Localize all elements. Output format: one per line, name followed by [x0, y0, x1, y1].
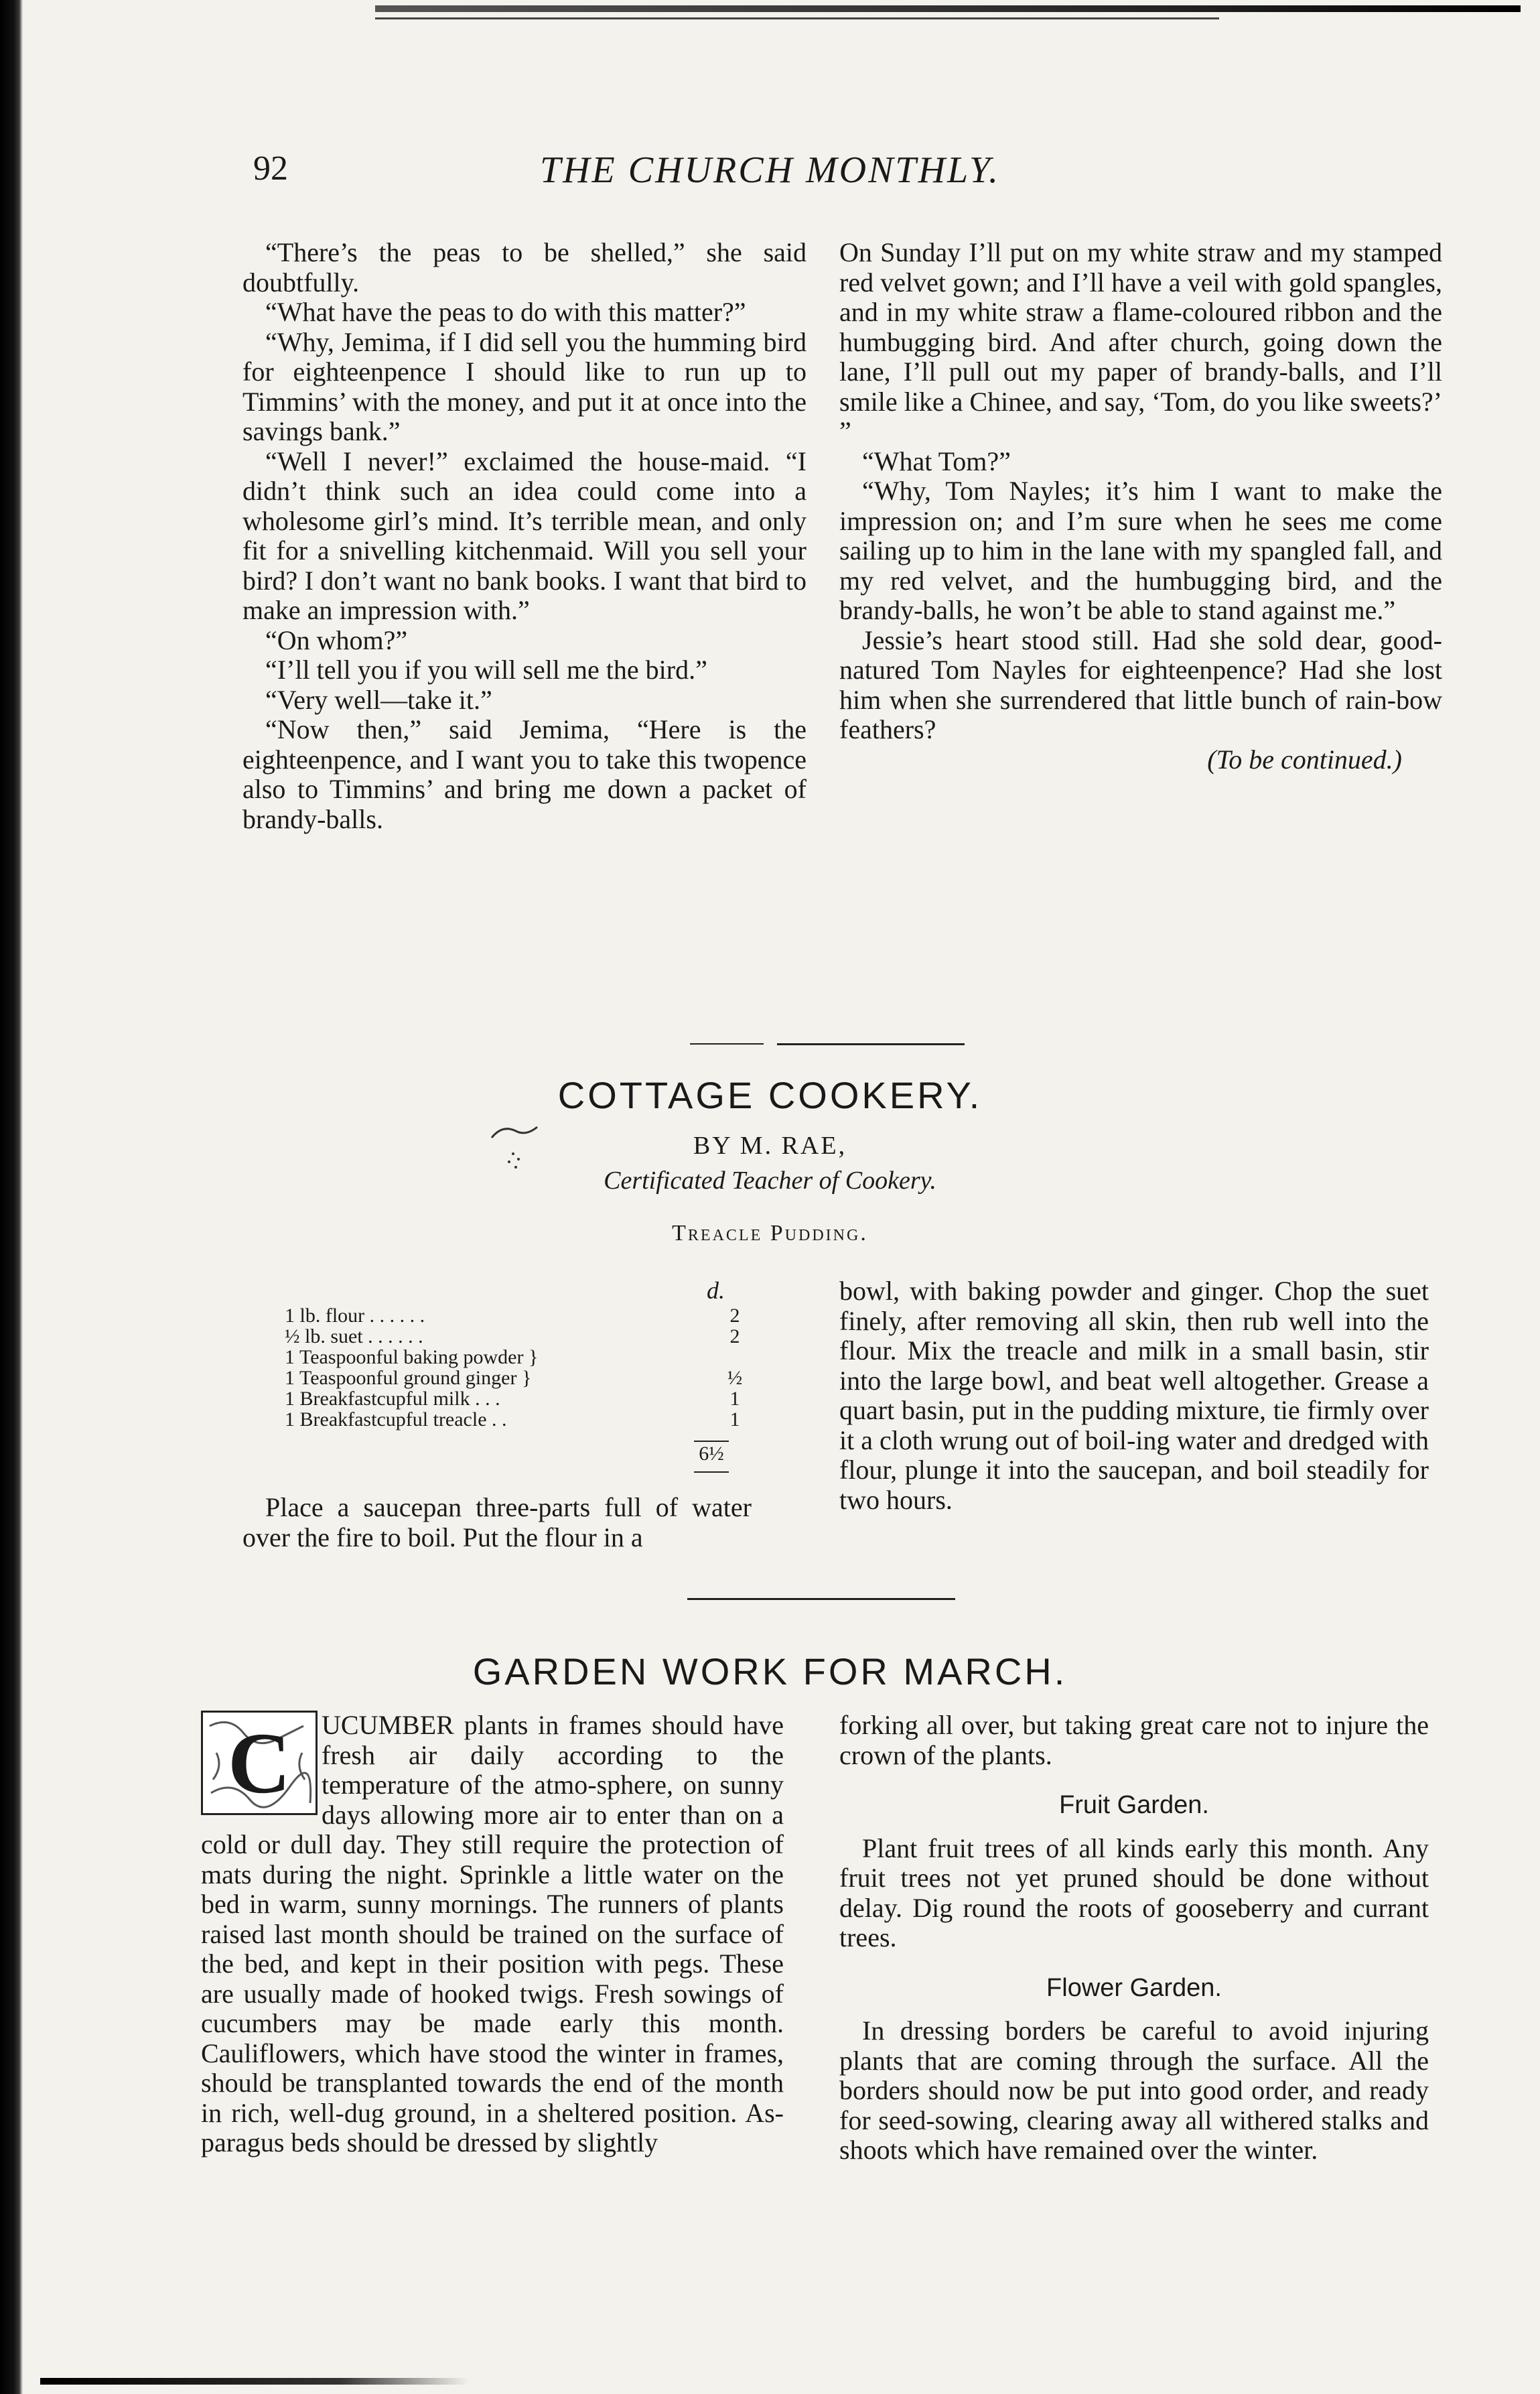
top-thin-rule [375, 17, 1219, 19]
story-paragraph: “On whom?” [265, 624, 408, 655]
ingredient-row [285, 1409, 747, 1430]
garden-paragraph: Plant fruit trees of all kinds early this month. Any fruit trees not yet pruned should be done without delay. Dig round the roots of gooseberry and currant trees. [839, 1833, 1429, 1952]
ingredient-list [285, 1305, 747, 1430]
running-title: THE CHURCH MONTHLY. [539, 149, 1001, 191]
ingredient-item: 1 Teaspoonful baking powder } [285, 1346, 539, 1368]
ingredient-row [285, 1347, 747, 1368]
fruit-garden-heading: Fruit Garden. [1059, 1791, 1209, 1819]
ingredient-price: 2 [729, 1325, 740, 1347]
ingredient-row [285, 1388, 747, 1409]
to-be-continued: (To be continued.) [1207, 744, 1402, 775]
garden-paragraph: UCUMBER plants in frames should have fresh air daily according to the temperature of the atmo-sphere, on sunny days allowing more air to enter than on a cold or dull day. They still require the protection of mats during the night. Sprinkle a little water on the bed in warm, sunny mornings. The runners of plants raised last month should be trained on the surface of the bed, and kept in their position with pegs. These are usually made of hooked twigs. Fresh sowings of cucumbers may be made early this month. Cauliflowers, which have stood the winter in frames, should be transplanted towards the end of the month in rich, well-dug ground, in a sheltered position. As-paragus beds should be dressed by slightly [201, 1710, 784, 2157]
cookery-credential: Certificated Teacher of Cookery. [604, 1167, 936, 1195]
page-header [0, 149, 1540, 202]
garden-right-column [839, 1711, 1429, 2166]
price-column-heading: d. [707, 1277, 725, 1304]
story-paragraph: “Why, Tom Nayles; it’s him I want to make the impression on; and I’m sure when he sees me come sailing up to him in the lane with my spangled fall, and my red velvet, and the humbugging bird, and the brandy-balls, he won’t be able to stand against me.” [839, 476, 1442, 625]
garden-left-column [201, 1711, 784, 2158]
top-border-rule [375, 5, 1521, 12]
drop-cap-ornament [201, 1711, 318, 1815]
recipe-method-text: bowl, with baking powder and ginger. Chop the suet finely, after removing all skin, then rub well into the flour. Mix the treacle and milk in a small basin, stir into the large bowl, and beat well altogether. Grease a quart basin, put in the pudding mixture, tie firmly over it a cloth wrung out of boil-ing water and dredged with flour, plunge it into the saucepan, and boil steadily for two hours. [839, 1276, 1429, 1515]
ingredient-price: 1 [729, 1408, 740, 1431]
ingredient-price: ½ [727, 1367, 743, 1389]
recipe-title: Treacle Pudding. [672, 1221, 868, 1246]
story-right-column [839, 238, 1442, 775]
ingredient-item: ½ lb. suet . . . . . . [285, 1325, 423, 1347]
story-paragraph: “Very well—take it.” [265, 684, 492, 715]
story-paragraph: Jessie’s heart stood still. Had she sold dear, good-natured Tom Nayles for eighteenpence? Had she lost him when she surrendered that little bunch of rain-bow feathers? [839, 624, 1442, 744]
story-paragraph: “I’ll tell you if you will sell me the bird.” [265, 655, 707, 685]
story-paragraph: “What have the peas to do with this matter?” [265, 297, 746, 327]
recipe-method-right [839, 1276, 1429, 1515]
garden-section-title: GARDEN WORK FOR MARCH. [472, 1650, 1068, 1692]
story-left-column [242, 238, 807, 834]
total-rule-bottom [694, 1471, 729, 1473]
cookery-section-title: COTTAGE COOKERY. [557, 1074, 983, 1116]
ingredient-row [285, 1368, 747, 1388]
page-number: 92 [253, 149, 288, 188]
ingredient-price: 2 [729, 1305, 740, 1327]
total-rule [694, 1441, 729, 1442]
ingredient-item: 1 Breakfastcupful milk . . . [285, 1388, 500, 1410]
recipe-method-text: Place a saucepan three-parts full of water over the fire to boil. Put the flour in a [242, 1492, 752, 1552]
ingredient-item: 1 lb. flour . . . . . . [285, 1305, 425, 1327]
ingredient-price [723, 1347, 747, 1368]
ingredient-total: 6½ [699, 1443, 724, 1465]
story-paragraph: “There’s the peas to be shelled,” she said doubtfully. [242, 237, 807, 297]
section-divider [687, 1598, 955, 1600]
story-paragraph: “What Tom?” [862, 446, 1011, 476]
story-paragraph: On Sunday I’ll put on my white straw and my stamped red velvet gown; and I’ll have a veil with gold spangles, and in my white straw a flame-coloured ribbon and the humbugging bird. And after church, going down the lane, I’ll pull out my paper of brandy-balls, and I’ll smile like a Chinee, and say, ‘Tom, do you like sweets?’ ” [839, 237, 1442, 446]
garden-paragraph: In dressing borders be careful to avoid injuring plants that are coming through the surface. All the borders should now be put into good order, and ready for seed-sowing, clearing away all withered stalks and shoots which have remained over the winter. [839, 2015, 1429, 2165]
flower-garden-heading: Flower Garden. [1046, 1973, 1222, 2002]
ingredient-row [285, 1326, 747, 1347]
ingredient-row [285, 1305, 747, 1326]
garden-paragraph: forking all over, but taking great care not to injure the crown of the plants. [839, 1710, 1429, 1770]
drop-cap-letter: C [228, 1715, 291, 1812]
ingredient-item: 1 Teaspoonful ground ginger } [285, 1367, 532, 1389]
recipe-method-left [242, 1493, 752, 1552]
bottom-border-rule [40, 2378, 469, 2385]
book-spine-shadow [0, 0, 23, 2394]
ingredient-item: 1 Breakfastcupful treacle . . [285, 1408, 507, 1431]
story-paragraph: “Well I never!” exclaimed the house-maid. “I didn’t think such an idea could come into a wholesome girl’s mind. It’s terrible mean, and only fit for a snivelling kitchenmaid. Will you sell your bird? I don’t want no bank books. I want that bird to make an impression with.” [242, 446, 807, 625]
story-paragraph: “Now then,” said Jemima, “Here is the eighteenpence, and I want you to take this twopence also to Timmins’ and bring me down a packet of brandy-balls. [242, 714, 807, 834]
story-paragraph: “Why, Jemima, if I did sell you the humming bird for eighteenpence I should like to run up to Timmins’ with the money, and put it at once into the savings bank.” [242, 326, 807, 446]
cookery-byline: BY M. RAE, [693, 1132, 847, 1160]
section-divider-left [690, 1043, 764, 1045]
section-divider-right [777, 1043, 965, 1045]
ingredient-price: 1 [729, 1388, 740, 1410]
